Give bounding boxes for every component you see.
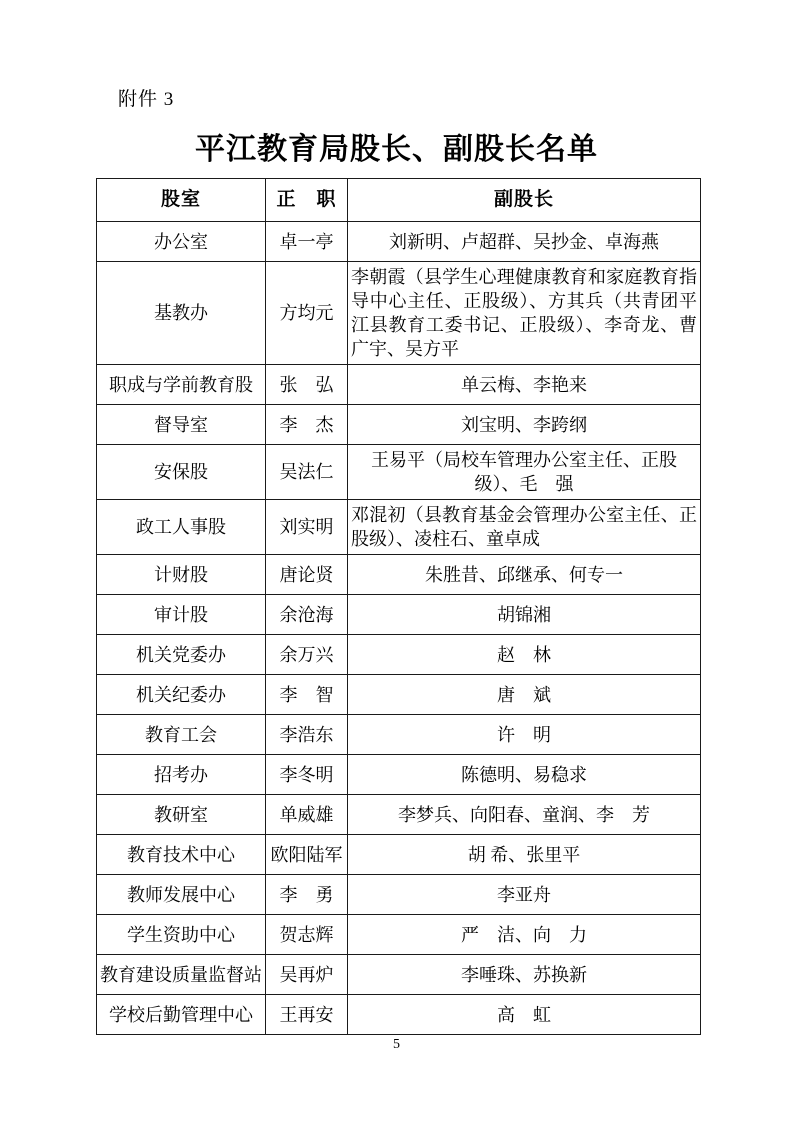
section-cell: 招考办 <box>97 755 266 795</box>
table-row <box>97 222 701 262</box>
attachment-label: 附件 3 <box>118 89 175 110</box>
section-cell: 办公室 <box>97 222 266 262</box>
table-row <box>97 445 701 500</box>
deputies-cell: 胡 希、张里平 <box>348 835 701 875</box>
chief-cell: 刘实明 <box>266 500 348 555</box>
table-row <box>97 835 701 875</box>
section-cell: 督导室 <box>97 405 266 445</box>
chief-cell: 李 勇 <box>266 875 348 915</box>
table-row <box>97 955 701 995</box>
deputies-cell: 李唾珠、苏换新 <box>348 955 701 995</box>
deputies-cell: 严 洁、向 力 <box>348 915 701 955</box>
header-chief: 正 职 <box>266 179 348 222</box>
roster-table-header <box>97 179 701 222</box>
chief-cell: 吴再炉 <box>266 955 348 995</box>
table-row <box>97 635 701 675</box>
chief-cell: 李冬明 <box>266 755 348 795</box>
deputies-cell: 刘新明、卢超群、吴抄金、卓海燕 <box>348 222 701 262</box>
section-cell: 教研室 <box>97 795 266 835</box>
table-row <box>97 795 701 835</box>
section-cell: 计财股 <box>97 555 266 595</box>
section-cell: 职成与学前教育股 <box>97 365 266 405</box>
page-number: 5 <box>393 1037 400 1052</box>
chief-cell: 余万兴 <box>266 635 348 675</box>
deputies-cell: 唐 斌 <box>348 675 701 715</box>
table-row <box>97 875 701 915</box>
page-title: 平江教育局股长、副股长名单 <box>195 133 598 166</box>
section-cell: 机关党委办 <box>97 635 266 675</box>
chief-cell: 李 智 <box>266 675 348 715</box>
deputies-cell: 陈德明、易稳求 <box>348 755 701 795</box>
deputies-cell: 刘宝明、李跨纲 <box>348 405 701 445</box>
chief-cell: 卓一亭 <box>266 222 348 262</box>
table-row <box>97 915 701 955</box>
chief-cell: 余沧海 <box>266 595 348 635</box>
table-row <box>97 365 701 405</box>
chief-cell: 吴法仁 <box>266 445 348 500</box>
section-cell: 机关纪委办 <box>97 675 266 715</box>
table-row <box>97 675 701 715</box>
deputies-cell: 王易平（局校车管理办公室主任、正股级）、毛 强 <box>348 445 701 500</box>
section-cell: 学校后勤管理中心 <box>97 995 266 1035</box>
chief-cell: 贺志辉 <box>266 915 348 955</box>
header-section: 股室 <box>97 179 266 222</box>
table-row <box>97 595 701 635</box>
section-cell: 学生资助中心 <box>97 915 266 955</box>
chief-cell: 张 弘 <box>266 365 348 405</box>
table-row <box>97 262 701 365</box>
table-row <box>97 500 701 555</box>
chief-cell: 李浩东 <box>266 715 348 755</box>
header-row <box>97 179 701 222</box>
chief-cell: 单威雄 <box>266 795 348 835</box>
roster-table <box>96 178 701 1035</box>
table-row <box>97 405 701 445</box>
deputies-cell: 李朝霞（县学生心理健康教育和家庭教育指导中心主任、正股级）、方其兵（共青团平江县教育工委书记、正股级）、李奇龙、曹广宇、吴方平 <box>348 262 701 365</box>
section-cell: 教育技术中心 <box>97 835 266 875</box>
section-cell: 安保股 <box>97 445 266 500</box>
chief-cell: 欧阳陆军 <box>266 835 348 875</box>
section-cell: 审计股 <box>97 595 266 635</box>
section-cell: 基教办 <box>97 262 266 365</box>
deputies-cell: 朱胜昔、邱继承、何专一 <box>348 555 701 595</box>
section-cell: 教育建设质量监督站 <box>97 955 266 995</box>
section-cell: 教育工会 <box>97 715 266 755</box>
deputies-cell: 许 明 <box>348 715 701 755</box>
deputies-cell: 单云梅、李艳来 <box>348 365 701 405</box>
section-cell: 教师发展中心 <box>97 875 266 915</box>
deputies-cell: 高 虹 <box>348 995 701 1035</box>
deputies-cell: 赵 林 <box>348 635 701 675</box>
chief-cell: 王再安 <box>266 995 348 1035</box>
table-row <box>97 755 701 795</box>
chief-cell: 唐论贤 <box>266 555 348 595</box>
chief-cell: 李 杰 <box>266 405 348 445</box>
table-row <box>97 555 701 595</box>
deputies-cell: 邓混初（县教育基金会管理办公室主任、正股级）、凌柱石、童卓成 <box>348 500 701 555</box>
deputies-cell: 胡锦湘 <box>348 595 701 635</box>
chief-cell: 方均元 <box>266 262 348 365</box>
deputies-cell: 李亚舟 <box>348 875 701 915</box>
header-deputies: 副股长 <box>348 179 701 222</box>
table-row <box>97 715 701 755</box>
deputies-cell: 李梦兵、向阳春、童润、李 芳 <box>348 795 701 835</box>
table-row <box>97 995 701 1035</box>
roster-table-body <box>97 222 701 1035</box>
section-cell: 政工人事股 <box>97 500 266 555</box>
